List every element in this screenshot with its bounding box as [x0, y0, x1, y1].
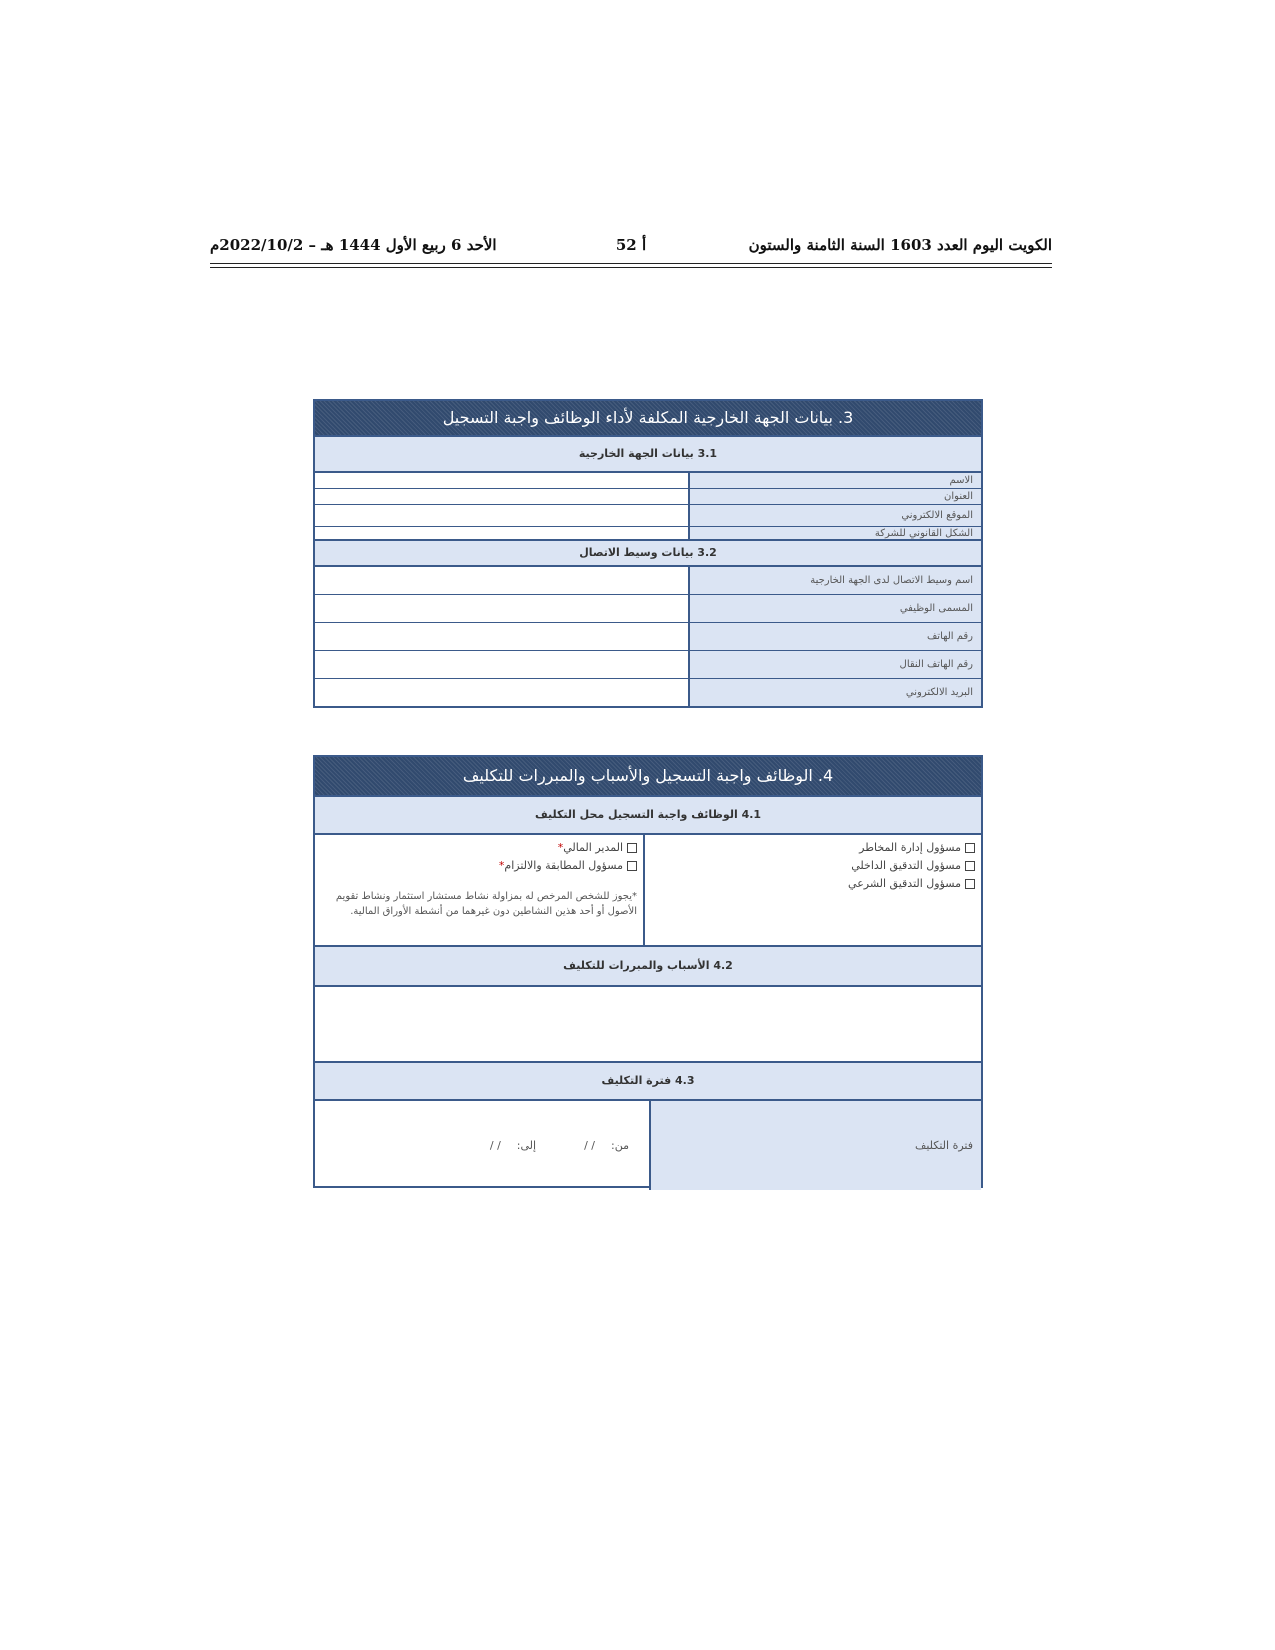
- section4-title: 4. الوظائف واجبة التسجيل والأسباب والمبررات للتكليف: [315, 757, 981, 797]
- row-contact-name: [315, 567, 981, 595]
- row-email: [315, 679, 981, 706]
- role-compliance[interactable]: مسؤول المطابقة والالتزام*: [319, 857, 637, 875]
- from-date[interactable]: / /: [584, 1139, 596, 1152]
- row-website: [315, 505, 981, 527]
- section3-form: [313, 399, 983, 708]
- to-date[interactable]: / /: [489, 1139, 501, 1152]
- checkbox-icon[interactable]: [965, 879, 975, 889]
- period-field[interactable]: [315, 1101, 649, 1190]
- gazette-title: الكويت اليوم العدد 1603 السنة الثامنة والستون: [748, 236, 1052, 254]
- section4-1-heading: 4.1 الوظائف واجبة التسجيل محل التكليف: [315, 797, 981, 835]
- section3-2-heading: 3.2 بيانات وسيط الاتصال: [315, 541, 981, 567]
- checkbox-icon[interactable]: [965, 861, 975, 871]
- role-risk-management[interactable]: مسؤول إدارة المخاطر: [645, 839, 975, 857]
- mobile-field[interactable]: [315, 651, 688, 678]
- section4-form: [313, 755, 983, 1188]
- section4-3-heading: 4.3 فترة التكليف: [315, 1063, 981, 1101]
- row-phone: [315, 623, 981, 651]
- role-sharia-audit[interactable]: مسؤول التدقيق الشرعي: [645, 875, 975, 893]
- checkbox-icon[interactable]: [627, 861, 637, 871]
- section3-1-heading: 3.1 بيانات الجهة الخارجية: [315, 437, 981, 473]
- label-contact-name: اسم وسيط الاتصال لدى الجهة الخارجية: [688, 567, 981, 594]
- label-phone: رقم الهاتف: [688, 623, 981, 650]
- section4-2-heading: 4.2 الأسباب والمبررات للتكليف: [315, 947, 981, 987]
- row-legal-form: [315, 527, 981, 541]
- contact-name-field[interactable]: [315, 567, 688, 594]
- email-field[interactable]: [315, 679, 688, 706]
- period-label: فترة التكليف: [649, 1101, 981, 1190]
- label-name: الاسم: [688, 473, 981, 488]
- roles-column-left: [315, 835, 643, 945]
- label-mobile: رقم الهاتف النقال: [688, 651, 981, 678]
- label-address: العنوان: [688, 489, 981, 504]
- phone-field[interactable]: [315, 623, 688, 650]
- header-rule-second: [210, 267, 1052, 268]
- job-title-field[interactable]: [315, 595, 688, 622]
- row-name: [315, 473, 981, 489]
- roles-checklist: [315, 835, 981, 947]
- label-legal-form: الشكل القانوني للشركة: [688, 527, 981, 539]
- roles-column-right: [643, 835, 981, 945]
- website-field[interactable]: [315, 505, 688, 526]
- to-label: إلى:: [516, 1139, 537, 1152]
- section3-title: 3. بيانات الجهة الخارجية المكلفة لأداء الوظائف واجبة التسجيل: [315, 401, 981, 437]
- page-header: [210, 236, 1052, 258]
- legal-form-field[interactable]: [315, 527, 688, 539]
- reasons-field[interactable]: [315, 987, 981, 1063]
- address-field[interactable]: [315, 489, 688, 504]
- page-number: أ 52: [615, 236, 647, 254]
- label-email: البريد الالكتروني: [688, 679, 981, 706]
- role-internal-audit[interactable]: مسؤول التدقيق الداخلي: [645, 857, 975, 875]
- from-label: من:: [611, 1139, 629, 1152]
- label-job-title: المسمى الوظيفي: [688, 595, 981, 622]
- role-cfo[interactable]: المدير المالي*: [319, 839, 637, 857]
- checkbox-icon[interactable]: [627, 843, 637, 853]
- row-job-title: [315, 595, 981, 623]
- row-address: [315, 489, 981, 505]
- roles-footnote: *يجوز للشخص المرخص له بمزاولة نشاط مستشار استثمار ونشاط تقويم الأصول أو أحد هذين النشاطين دون غيرهما من أنشطة الأوراق المالية.: [335, 891, 637, 917]
- issue-date: الأحد 6 ربيع الأول 1444 هـ – 2022/10/2م: [210, 236, 497, 254]
- assignment-period-row: [315, 1101, 981, 1190]
- label-website: الموقع الالكتروني: [688, 505, 981, 526]
- header-rule: [210, 263, 1052, 264]
- checkbox-icon[interactable]: [965, 843, 975, 853]
- name-field[interactable]: [315, 473, 688, 488]
- row-mobile: [315, 651, 981, 679]
